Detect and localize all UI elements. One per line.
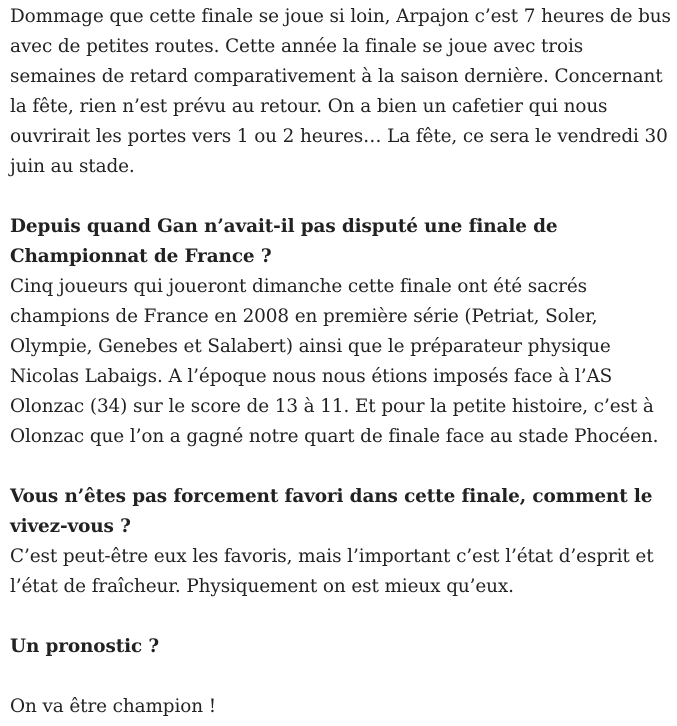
- question-2: Vous n’êtes pas forcement favori dans cette finale, comment le vivez-vous ?: [10, 486, 653, 537]
- answer-1: Cinq joueurs qui joueront dimanche cette finale ont été sacrés champions de France en 2008 en première série (Petriat, Soler, Olympie, Genebes et Salabert) ainsi que le préparateur physique Nicolas Labaigs. A l’époque nous nous étions imposés face à l’AS Olonzac (34) sur le score de 13 à 11. Et pour la petite histoire, c’est à Olonzac que l’on a gagné notre quart de finale face au stade Phocéen.: [10, 276, 659, 447]
- question-3: Un pronostic ?: [10, 636, 160, 657]
- qa-block-1: [10, 212, 672, 452]
- question-1: Depuis quand Gan n’avait-il pas disputé une finale de Championnat de France ?: [10, 216, 558, 267]
- answer-3-paragraph: [10, 692, 672, 722]
- answer-2: C’est peut-être eux les favoris, mais l’important c’est l’état d’esprit et l’état de fraîcheur. Physiquement on est mieux qu’eux.: [10, 546, 654, 597]
- qa-block-2: [10, 482, 672, 602]
- intro-paragraph: Dommage que cette finale se joue si loin, Arpajon c’est 7 heures de bus avec de petites routes. Cette année la finale se joue avec trois semaines de retard comparativement à la saison dernière. Concernant la fête, rien n’est prévu au retour. On a bien un cafetier qui nous ouvrirait les portes vers 1 ou 2 heures… La fête, ce sera le vendredi 30 juin au stade.: [10, 6, 671, 177]
- answer-3: On va être champion !: [10, 696, 217, 717]
- question-3-paragraph: [10, 632, 672, 662]
- article-body: [10, 2, 672, 722]
